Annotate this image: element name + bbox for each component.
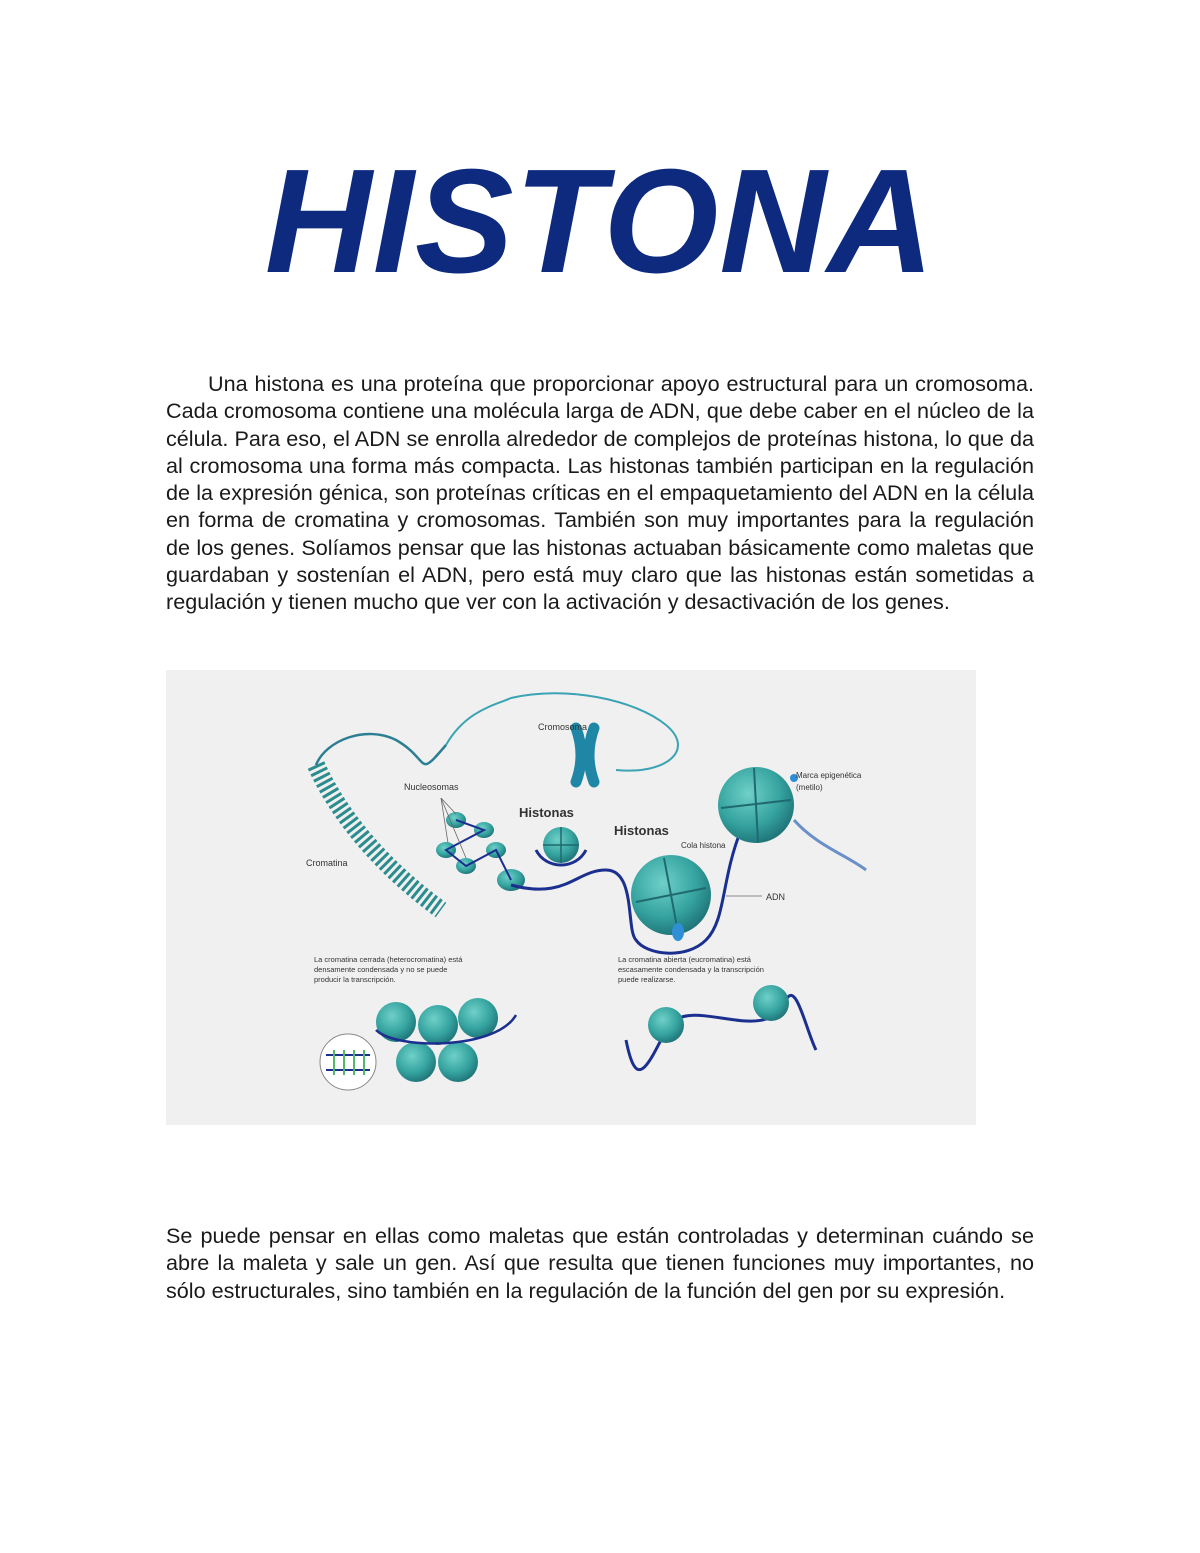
page-title: HISTONA <box>264 139 936 304</box>
euchromatin-strand <box>626 985 816 1070</box>
label-marca-epigenetica: Marca epigenética <box>796 771 862 780</box>
chromatin-coil <box>316 734 446 910</box>
nucleosome-large-middle <box>631 855 711 941</box>
label-metilo: (metilo) <box>796 783 823 792</box>
caption-closed-3: producir la transcripción. <box>314 975 396 984</box>
label-cola-histona: Cola histona <box>681 841 726 850</box>
label-cromosoma: Cromosoma <box>538 722 588 732</box>
label-adn: ADN <box>766 892 786 902</box>
histone-diagram-svg <box>166 670 976 1125</box>
histone-core-small <box>536 827 586 865</box>
label-nucleosomas: Nucleosomas <box>404 782 459 792</box>
histone-diagram <box>166 670 976 1125</box>
closing-paragraph: Se puede pensar en ellas como maletas que están controladas y determinan cuándo se abre la maleta y sale un gen. Así que resulta que tienen funciones muy importantes, no sólo estructurales, sino también en la regulación de la función del gen por su expresión. <box>166 1223 1034 1303</box>
label-histonas-1: Histonas <box>519 805 574 820</box>
chromosome-icon <box>576 728 594 782</box>
caption-closed-2: densamente condensada y no se puede <box>314 965 448 974</box>
caption-open-1: La cromatina abierta (eucromatina) está <box>618 955 751 964</box>
nucleosome-large-right <box>718 767 866 870</box>
label-cromatina: Cromatina <box>306 858 348 868</box>
intro-paragraph: Una histona es una proteína que proporcionar apoyo estructural para un cromosoma. Cada cromosoma contiene una molécula larga de ADN, que debe caber en el núcleo de la célula. Para eso, el ADN se enrolla alrededor de complejos de proteínas histona, lo que da al cromosoma una forma más compacta. Las histonas también participan en la regulación de la expresión génica, son proteínas críticas en el empaquetamiento del ADN en la célula en forma de cromatina y cromosomas. También son muy importantes para la regulación de los genes. Solíamos pensar que las histonas actuaban básicamente como maletas que guardaban y sostenían el ADN, pero está muy claro que las histonas están sometidas a regulación y tienen mucho que ver con la activación y desactivación de los genes. <box>166 371 1034 615</box>
nucleosome-string <box>436 798 525 891</box>
caption-open-2: escasamente condensada y la transcripción <box>618 965 764 974</box>
heterochromatin-cluster <box>320 998 516 1090</box>
label-histonas-2: Histonas <box>614 823 669 838</box>
caption-open-3: puede realizarse. <box>618 975 676 984</box>
caption-closed-1: La cromatina cerrada (heterocromatina) está <box>314 955 463 964</box>
